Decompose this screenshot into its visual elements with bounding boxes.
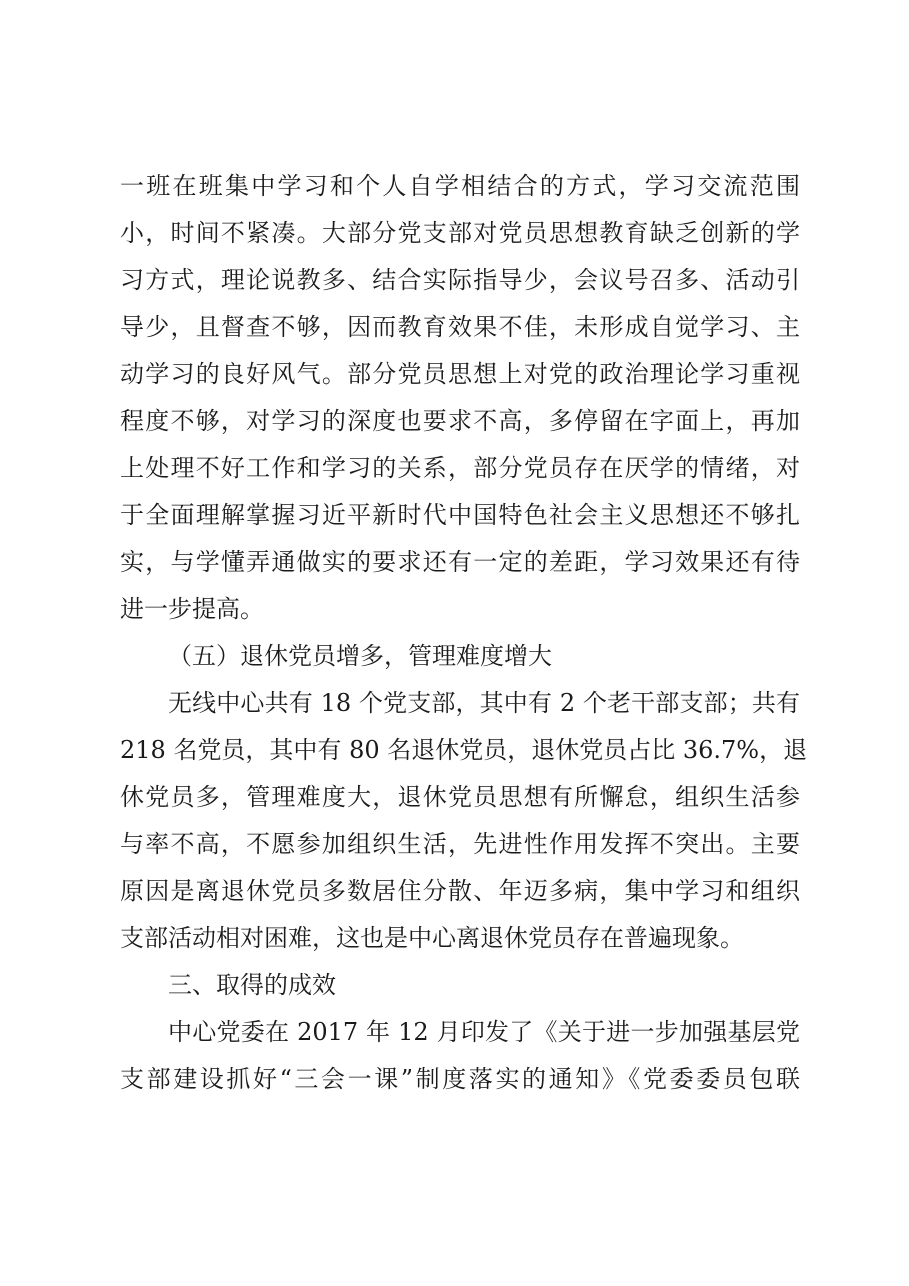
paragraph-line: 进一步提高。 <box>120 595 264 623</box>
paragraph-line: 原因是离退休党员多数居住分散、年迈多病，集中学习和组织 <box>120 877 800 905</box>
paragraph-line: 实，与学懂弄通做实的要求还有一定的差距，学习效果还有待 <box>120 548 800 576</box>
paragraph-line: 习方式，理论说教多、结合实际指导少，会议号召多、活动引 <box>120 266 800 294</box>
paragraph-line: 动学习的良好风气。部分党员思想上对党的政治理论学习重视 <box>120 360 800 388</box>
paragraph-line: 支部活动相对困难，这也是中心离退休党员存在普遍现象。 <box>120 924 744 952</box>
section-heading: 三、取得的成效 <box>168 971 336 999</box>
paragraph-line: 无线中心共有 18 个党支部，其中有 2 个老干部支部；共有 <box>168 689 800 717</box>
paragraph-line: 于全面理解掌握习近平新时代中国特色社会主义思想还不够扎 <box>120 501 800 529</box>
paragraph-line: 小，时间不紧凑。大部分党支部对党员思想教育缺乏创新的学 <box>120 219 800 247</box>
section-heading: （五）退休党员增多，管理难度增大 <box>168 642 552 670</box>
paragraph-line: 程度不够，对学习的深度也要求不高，多停留在字面上，再加 <box>120 407 800 435</box>
paragraph-line: 导少，且督查不够，因而教育效果不佳，未形成自觉学习、主 <box>120 313 800 341</box>
paragraph-line: 218 名党员，其中有 80 名退休党员，退休党员占比 36.7%，退 <box>120 736 808 764</box>
paragraph-line: 上处理不好工作和学习的关系，部分党员存在厌学的情绪，对 <box>120 454 800 482</box>
paragraph-line: 一班在班集中学习和个人自学相结合的方式，学习交流范围 <box>120 172 800 200</box>
paragraph-line: 中心党委在 2017 年 12 月印发了《关于进一步加强基层党 <box>168 1018 800 1046</box>
paragraph-line: 支部建设抓好“三会一课”制度落实的通知》《党委委员包联 <box>120 1065 800 1093</box>
paragraph-line: 与率不高，不愿参加组织生活，先进性作用发挥不突出。主要 <box>120 830 800 858</box>
paragraph-line: 休党员多，管理难度大，退休党员思想有所懈怠，组织生活参 <box>120 783 800 811</box>
